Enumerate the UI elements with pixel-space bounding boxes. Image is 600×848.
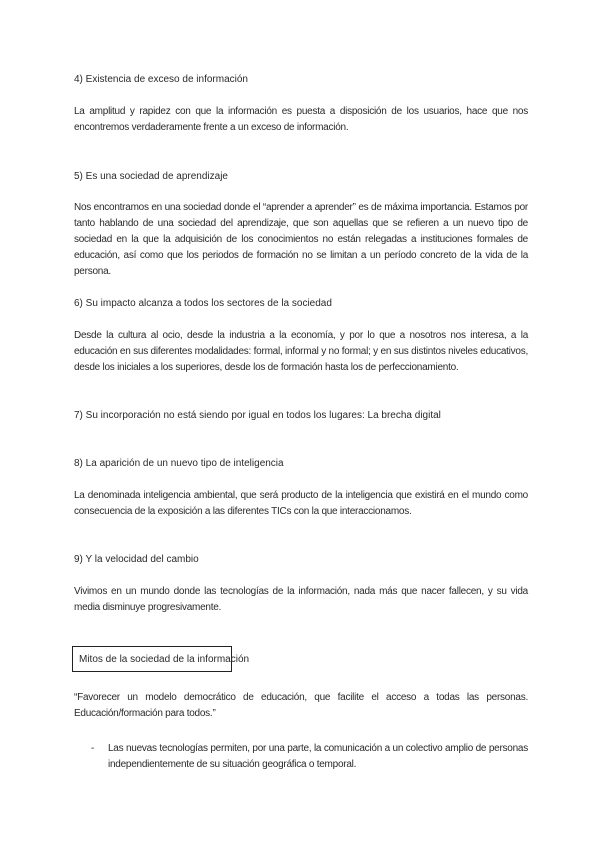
section-6-heading: 6) Su impacto alcanza a todos los sectores de la sociedad xyxy=(74,298,332,309)
section-8-heading: 8) La aparición de un nuevo tipo de inteligencia xyxy=(74,458,284,469)
section-9-heading: 9) Y la velocidad del cambio xyxy=(74,554,199,565)
boxed-section-title-text: Mitos de la sociedad de la información xyxy=(79,654,250,665)
section-9-paragraph: Vivimos en un mundo donde las tecnologías de la información, nada más que nacer fallecen, y su vida media disminuye progresivamente. xyxy=(74,586,528,613)
section-5-heading: 5) Es una sociedad de aprendizaje xyxy=(74,171,228,182)
bullet-item-text: Las nuevas tecnologías permiten, por una parte, la comunicación a un colectivo amplio de personas independientemente de su situación geográfica o temporal. xyxy=(108,743,528,770)
quote-paragraph: “Favorecer un modelo democrático de educación, que facilite el acceso a todas las personas. Educación/formación para todos.” xyxy=(74,692,528,719)
bullet-marker: - xyxy=(91,743,95,754)
boxed-section-title xyxy=(72,646,250,672)
section-8-paragraph: La denominada inteligencia ambiental, que será producto de la inteligencia que existirá en el mundo como consecuencia de la exposición a las diferentes TICs con la que interaccionamos. xyxy=(74,490,528,517)
section-7-heading: 7) Su incorporación no está siendo por igual en todos los lugares: La brecha digital xyxy=(74,410,441,421)
section-4-paragraph: La amplitud y rapidez con que la información es puesta a disposición de los usuarios, hace que nos encontremos verdaderamente frente a un exceso de información. xyxy=(74,106,528,133)
section-6-paragraph: Desde la cultura al ocio, desde la industria a la economía, y por lo que a nosotros nos interesa, a la educación en sus diferentes modalidades: formal, informal y no formal; y en sus distintos niveles educativos, desde los iniciales a los superiores, desde los de formación hasta los de perfeccionamiento. xyxy=(74,330,528,373)
section-4-heading: 4) Existencia de exceso de información xyxy=(74,74,248,85)
section-5-paragraph: Nos encontramos en una sociedad donde el “aprender a aprender” es de máxima importancia. Estamos por tanto hablando de una sociedad del aprendizaje, que son aquellas que se refieren a un nuevo tipo de sociedad en la que la adquisición de los conocimientos no están relegadas a instituciones formales de educación, así como que los periodos de formación no se limitan a un período concreto de la vida de la persona. xyxy=(74,202,528,277)
